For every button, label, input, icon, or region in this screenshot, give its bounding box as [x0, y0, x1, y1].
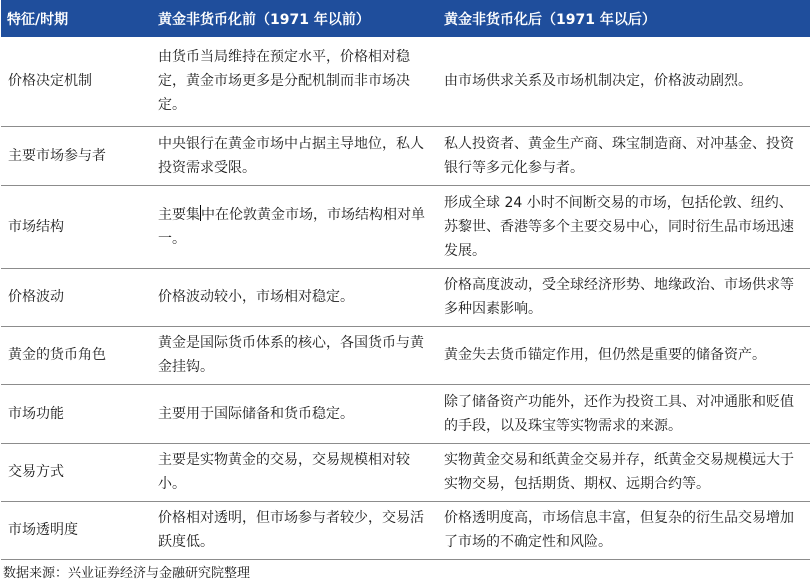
gold-demonetization-comparison-table	[1, 0, 810, 560]
row-pre-1971: 中央银行在黄金市场中占据主导地位，私人投资需求受限。	[147, 126, 433, 185]
table-row	[1, 384, 810, 443]
row-post-1971: 私人投资者、黄金生产商、珠宝制造商、对冲基金、投资银行等多元化参与者。	[433, 126, 810, 185]
row-pre-1971	[147, 185, 433, 268]
header-post-1971: 黄金非货币化后（1971 年以后）	[433, 0, 810, 37]
row-post-1971: 价格透明度高，市场信息丰富，但复杂的衍生品交易增加了市场的不确定性和风险。	[433, 501, 810, 559]
row-category: 交易方式	[1, 443, 147, 501]
table-row	[1, 37, 810, 126]
row-pre-1971: 主要用于国际储备和货币稳定。	[147, 384, 433, 443]
header-feature-period: 特征/时期	[1, 0, 147, 37]
table-row	[1, 126, 810, 185]
row-category: 价格决定机制	[1, 37, 147, 126]
row-pre-text-start: 主要集	[158, 206, 200, 223]
row-category: 黄金的货币角色	[1, 326, 147, 384]
row-pre-1971: 主要是实物黄金的交易，交易规模相对较小。	[147, 443, 433, 501]
row-category: 市场功能	[1, 384, 147, 443]
row-pre-1971: 黄金是国际货币体系的核心，各国货币与黄金挂钩。	[147, 326, 433, 384]
row-pre-text-end: 中在伦敦黄金市场，市场结构相对单一。	[158, 206, 425, 247]
row-post-1971: 价格高度波动，受全球经济形势、地缘政治、市场供求等多种因素影响。	[433, 268, 810, 326]
row-pre-1971: 由货币当局维持在预定水平，价格相对稳定，黄金市场更多是分配机制而非市场决定。	[147, 37, 433, 126]
table-row	[1, 443, 810, 501]
row-post-1971: 黄金失去货币锚定作用，但仍然是重要的储备资产。	[433, 326, 810, 384]
row-post-1971: 实物黄金交易和纸黄金交易并存，纸黄金交易规模远大于实物交易，包括期货、期权、远期合约等。	[433, 443, 810, 501]
table-row	[1, 185, 810, 268]
row-category: 市场透明度	[1, 501, 147, 559]
row-post-1971: 除了储备资产功能外，还作为投资工具、对冲通胀和贬值的手段，以及珠宝等实物需求的来源。	[433, 384, 810, 443]
table-header-row	[1, 0, 810, 37]
row-post-1971: 由市场供求关系及市场机制决定，价格波动剧烈。	[433, 37, 810, 126]
row-pre-1971: 价格相对透明，但市场参与者较少，交易活跃度低。	[147, 501, 433, 559]
row-pre-1971: 价格波动较小，市场相对稳定。	[147, 268, 433, 326]
table-row	[1, 501, 810, 559]
row-category: 价格波动	[1, 268, 147, 326]
data-source-note: 数据来源：兴业证券经济与金融研究院整理	[3, 565, 251, 581]
table-row	[1, 268, 810, 326]
row-category: 市场结构	[1, 185, 147, 268]
row-post-1971: 形成全球 24 小时不间断交易的市场，包括伦敦、纽约、苏黎世、香港等多个主要交易中心，同时衍生品市场迅速发展。	[433, 185, 810, 268]
header-pre-1971: 黄金非货币化前（1971 年以前）	[147, 0, 433, 37]
row-category: 主要市场参与者	[1, 126, 147, 185]
table-row	[1, 326, 810, 384]
